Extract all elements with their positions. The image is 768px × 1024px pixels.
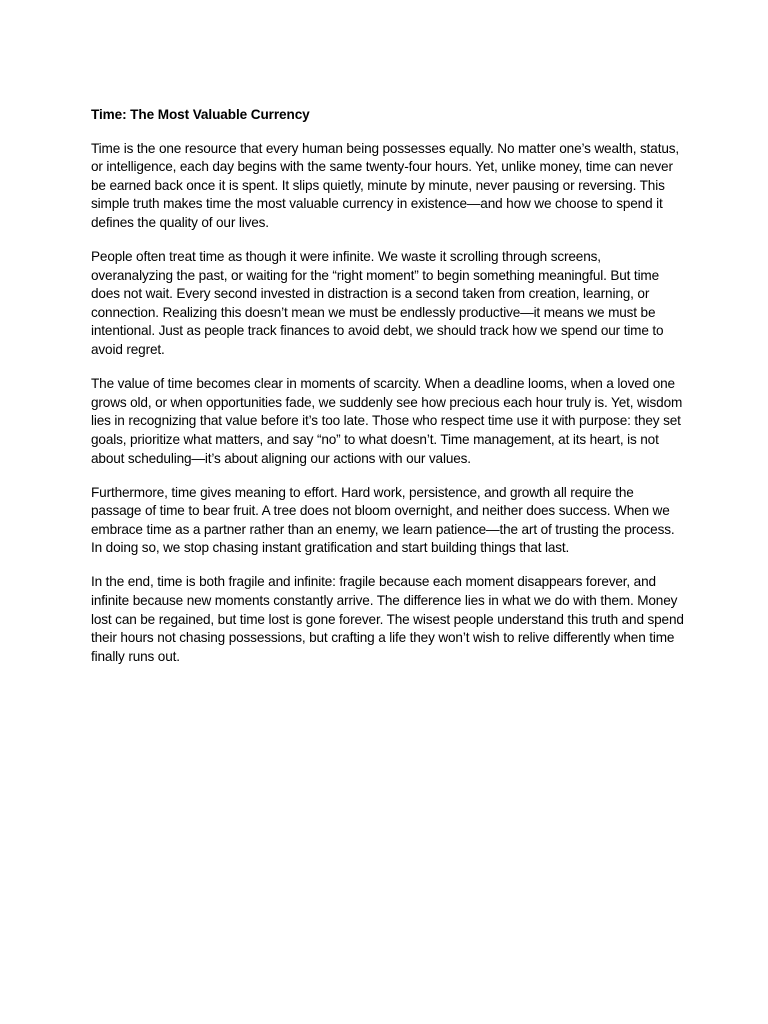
paragraph-4: Furthermore, time gives meaning to effort. Hard work, persistence, and growth all require the passage of time to bear fruit. A tree does not bloom overnight, and neither does success. When we embrace time as a partner rather than an enemy, we learn patience—the art of trusting the process. In doing so, we stop chasing instant gratification and start building things that last.: [91, 484, 675, 556]
paragraph-3: The value of time becomes clear in moments of scarcity. When a deadline looms, when a loved one grows old, or when opportunities fade, we suddenly see how precious each hour truly is. Yet, wisdom lies in recognizing that value before it’s too late. Those who respect time use it with purpose: they set goals, prioritize what matters, and say “no” to what doesn’t. Time management, at its heart, is not about scheduling—it’s about aligning our actions with our values.: [91, 376, 683, 466]
paragraph-1: Time is the one resource that every human being possesses equally. No matter one’s wealth, status, or intelligence, each day begins with the same twenty-four hours. Yet, unlike money, time can never be earned back once it is spent. It slips quietly, minute by minute, never pausing or reversing. This simple truth makes time the most valuable currency in existence—and how we choose to spend it defines the quality of our lives.: [91, 140, 680, 230]
paragraph-5: In the end, time is both fragile and infinite: fragile because each moment disappears forever, and infinite because new moments constantly arrive. The difference lies in what we do with them. Money lost can be regained, but time lost is gone forever. The wisest people understand this truth and spend their hours not chasing possessions, but crafting a life they won’t wish to relive differently when time finally runs out.: [91, 574, 684, 664]
paragraph-2: People often treat time as though it were infinite. We waste it scrolling through screens, overanalyzing the past, or waiting for the “right moment” to begin something meaningful. But time does not wait. Every second invested in distraction is a second taken from creation, learning, or connection. Realizing this doesn’t mean we must be endlessly productive—it means we must be intentional. Just as people track finances to avoid debt, we should track how we spend our time to avoid regret.: [91, 249, 664, 358]
document-title: Time: The Most Valuable Currency: [91, 107, 310, 122]
document-body: [91, 106, 686, 682]
